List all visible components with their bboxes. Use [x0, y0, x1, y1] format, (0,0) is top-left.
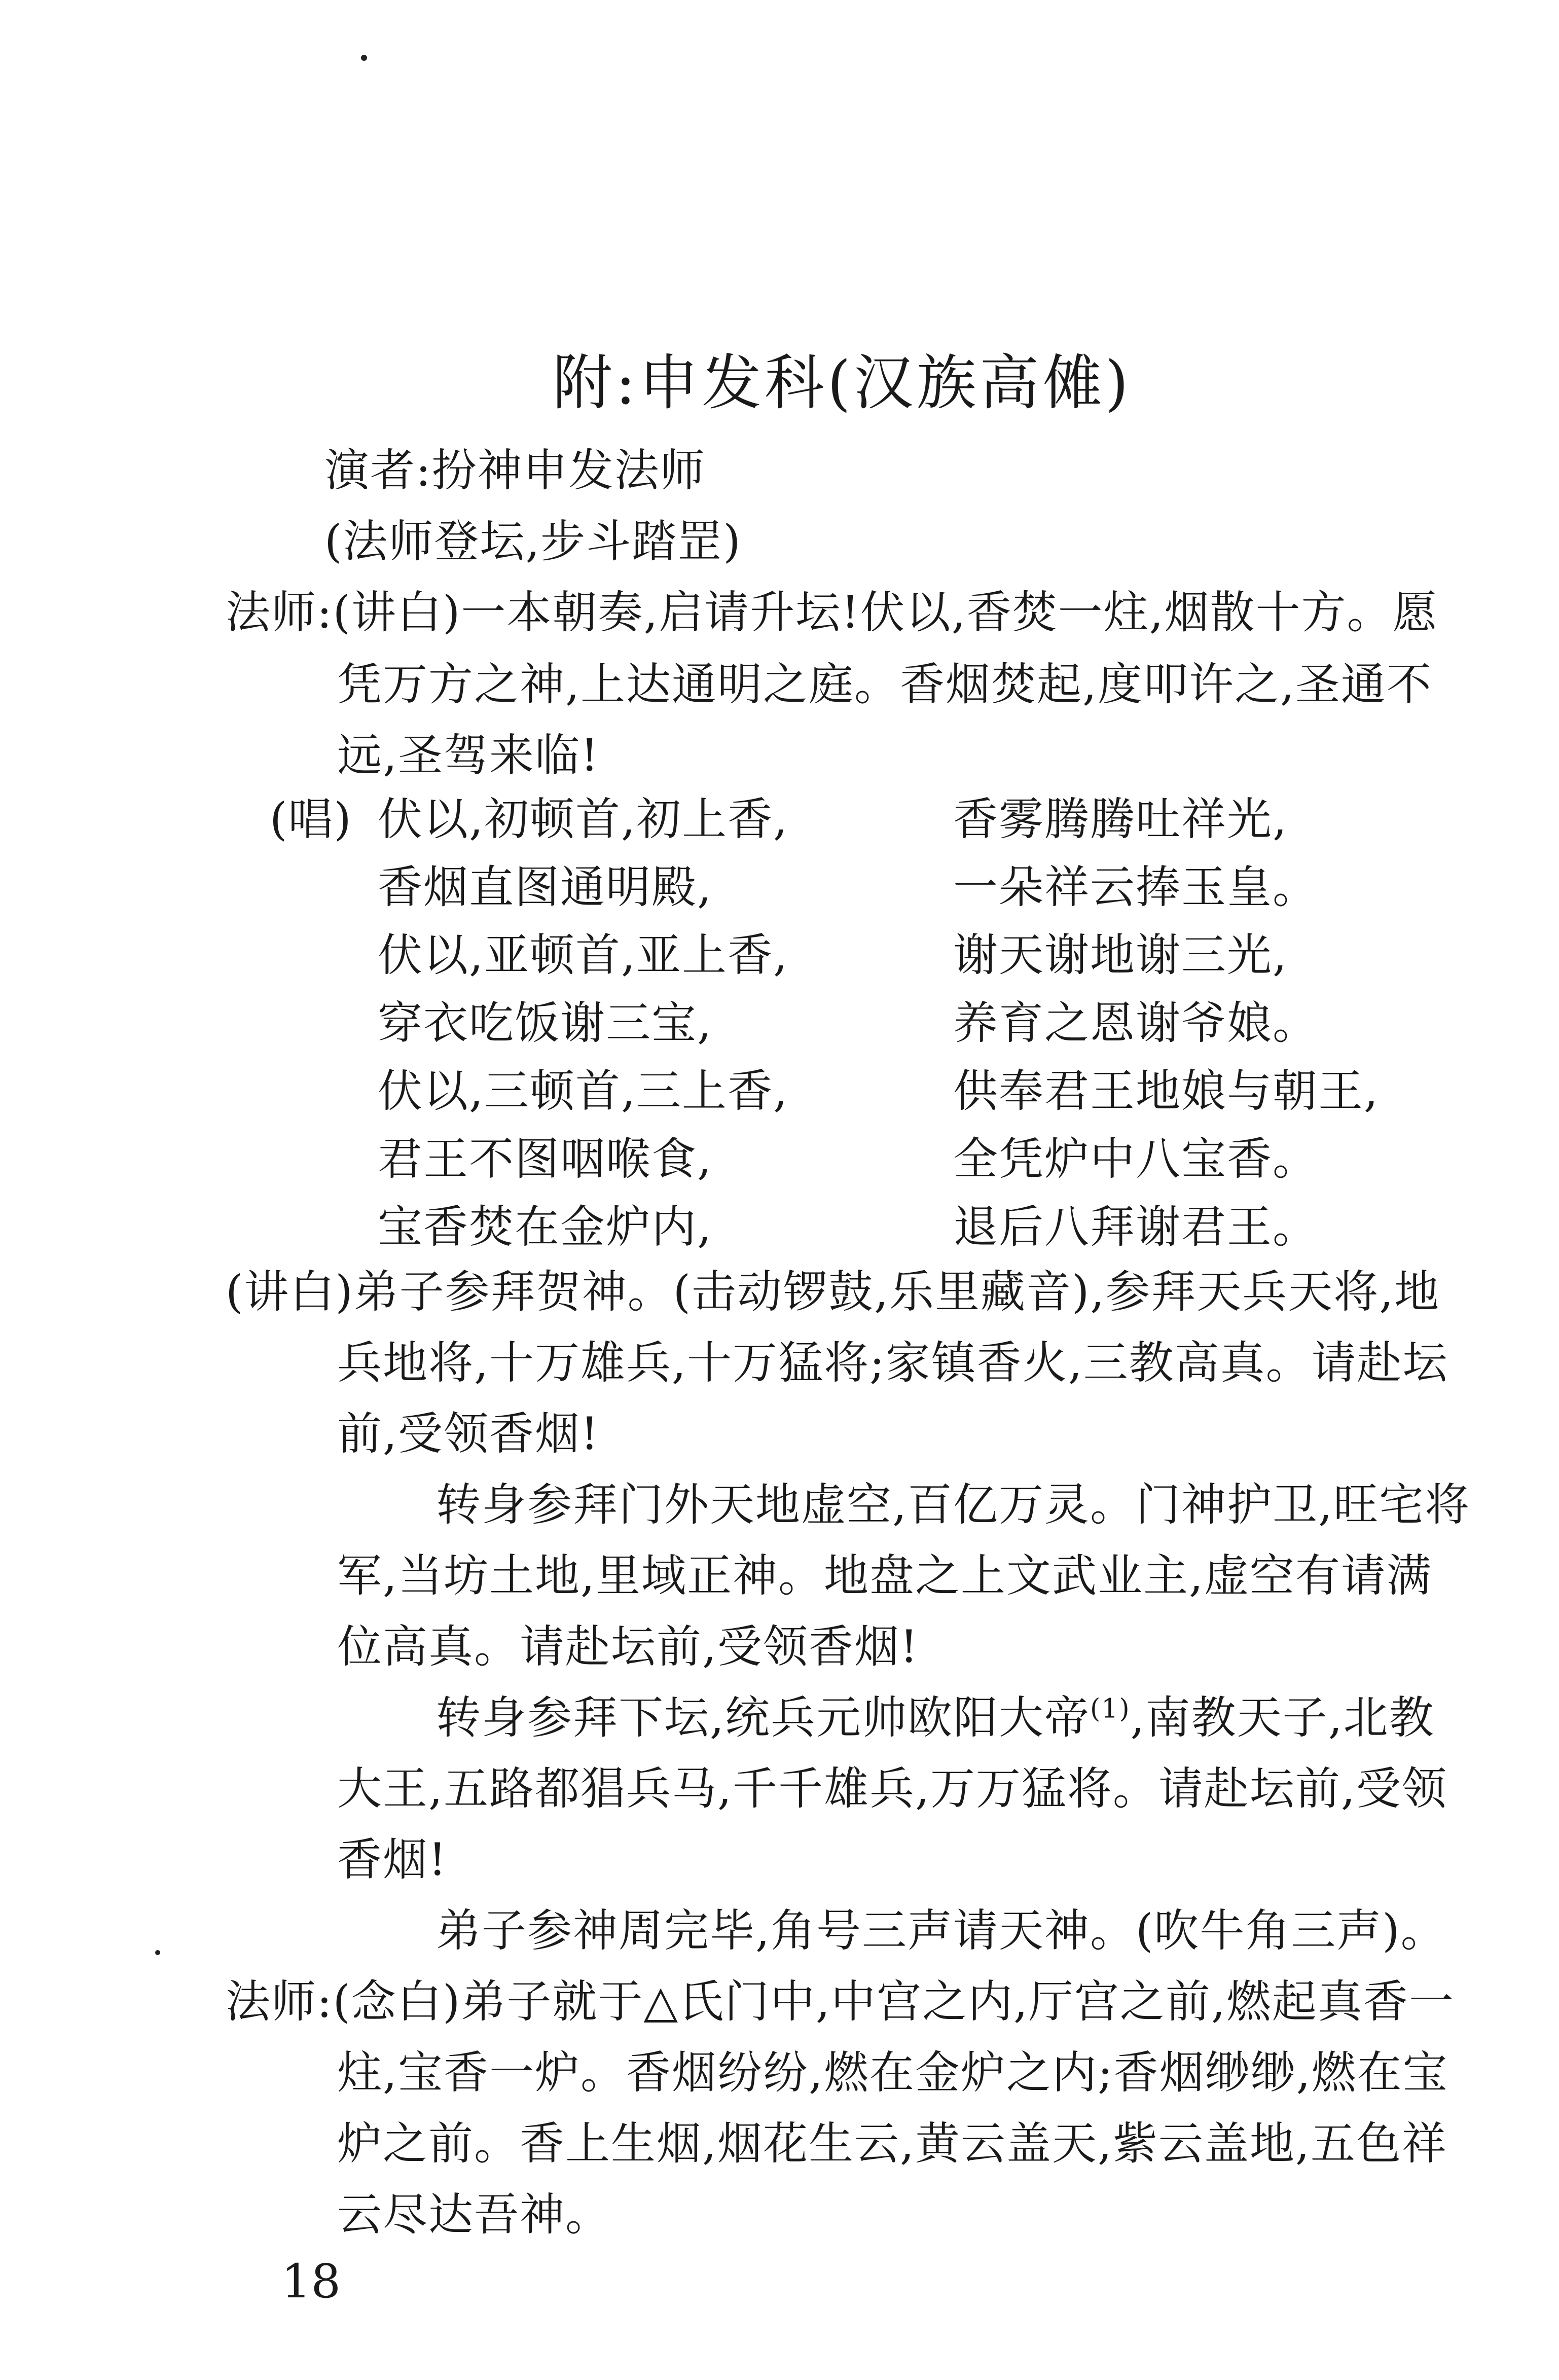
para2-line2: 兵地将,十万雄兵,十万猛将;家镇香火,三教高真。请赴坛 — [337, 1337, 1448, 1389]
footnote-ref-1: (1) — [1090, 1693, 1131, 1724]
para6-line2: 炷,宝香一炉。香烟纷纷,燃在金炉之内;香烟缈缈,燃在宝 — [337, 2046, 1448, 2099]
song-label: (唱) — [270, 793, 352, 845]
song-left-1: 伏以,初顿首,初上香, — [378, 793, 788, 845]
para6-line4: 云尽达吾神。 — [337, 2188, 611, 2241]
song-left-2: 香烟直图通明殿, — [378, 861, 712, 913]
para6-line3: 炉之前。香上生烟,烟花生云,黄云盖天,紫云盖地,五色祥 — [337, 2117, 1447, 2170]
song-right-6: 全凭炉中八宝香。 — [953, 1133, 1319, 1185]
song-right-5: 供奉君王地娘与朝王, — [953, 1065, 1379, 1117]
song-left-4: 穿衣吃饭谢三宝, — [378, 997, 712, 1049]
song-right-7: 退后八拜谢君王。 — [953, 1201, 1319, 1253]
speck-top — [361, 55, 367, 61]
para1-line1: 法师:(讲白)一本朝奏,启请升坛!伏以,香焚一炷,烟散十方。愿 — [226, 586, 1438, 638]
para4-line3: 香烟! — [337, 1833, 448, 1886]
para1-line2: 凭万方之神,上达通明之庭。香烟焚起,度叩许之,圣通不 — [337, 658, 1432, 710]
para4-line1 — [436, 1687, 1435, 1748]
section-title: 附:申发科(汉族高傩) — [553, 348, 1132, 418]
song-left-3: 伏以,亚顿首,亚上香, — [378, 929, 788, 981]
song-left-5: 伏以,三顿首,三上香, — [378, 1065, 788, 1117]
para4-text-b: ,南教天子,北教 — [1130, 1691, 1435, 1744]
song-left-6: 君王不图咽喉食, — [378, 1133, 712, 1185]
song-right-4: 养育之恩谢爷娘。 — [953, 997, 1319, 1049]
para6-line1: 法师:(念白)弟子就于△氏门中,中宫之内,厅宫之前,燃起真香一 — [226, 1975, 1455, 2028]
song-left-7: 宝香焚在金炉内, — [378, 1201, 712, 1253]
para4-line2: 大王,五路都猖兵马,千千雄兵,万万猛将。请赴坛前,受领 — [337, 1762, 1447, 1815]
para4-text-a: 转身参拜下坛,统兵元帅欧阳大帝 — [436, 1691, 1090, 1744]
para2-line3: 前,受领香烟! — [337, 1408, 600, 1460]
page-number: 18 — [281, 2254, 341, 2309]
song-right-2: 一朵祥云捧玉皇。 — [953, 861, 1319, 913]
para3-line3: 位高真。请赴坛前,受领香烟! — [337, 1620, 919, 1673]
performer-line: 演者:扮神申发法师 — [324, 444, 706, 496]
song-right-1: 香雾腾腾吐祥光, — [953, 793, 1288, 845]
para1-line3: 远,圣驾来临! — [337, 729, 600, 781]
speck-left — [155, 1950, 160, 1955]
para5-line: 弟子参神周完毕,角号三声请天神。(吹牛角三声)。 — [436, 1904, 1446, 1957]
stage-direction-1: (法师登坛,步斗踏罡) — [324, 515, 742, 567]
song-right-3: 谢天谢地谢三光, — [953, 929, 1288, 981]
para2-line1: (讲白)弟子参拜贺神。(击动锣鼓,乐里藏音),参拜天兵天将,地 — [226, 1266, 1440, 1318]
para3-line2: 军,当坊土地,里域正神。地盘之上文武业主,虚空有请满 — [337, 1549, 1432, 1602]
para3-line1: 转身参拜门外天地虚空,百亿万灵。门神护卫,旺宅将 — [436, 1479, 1470, 1531]
